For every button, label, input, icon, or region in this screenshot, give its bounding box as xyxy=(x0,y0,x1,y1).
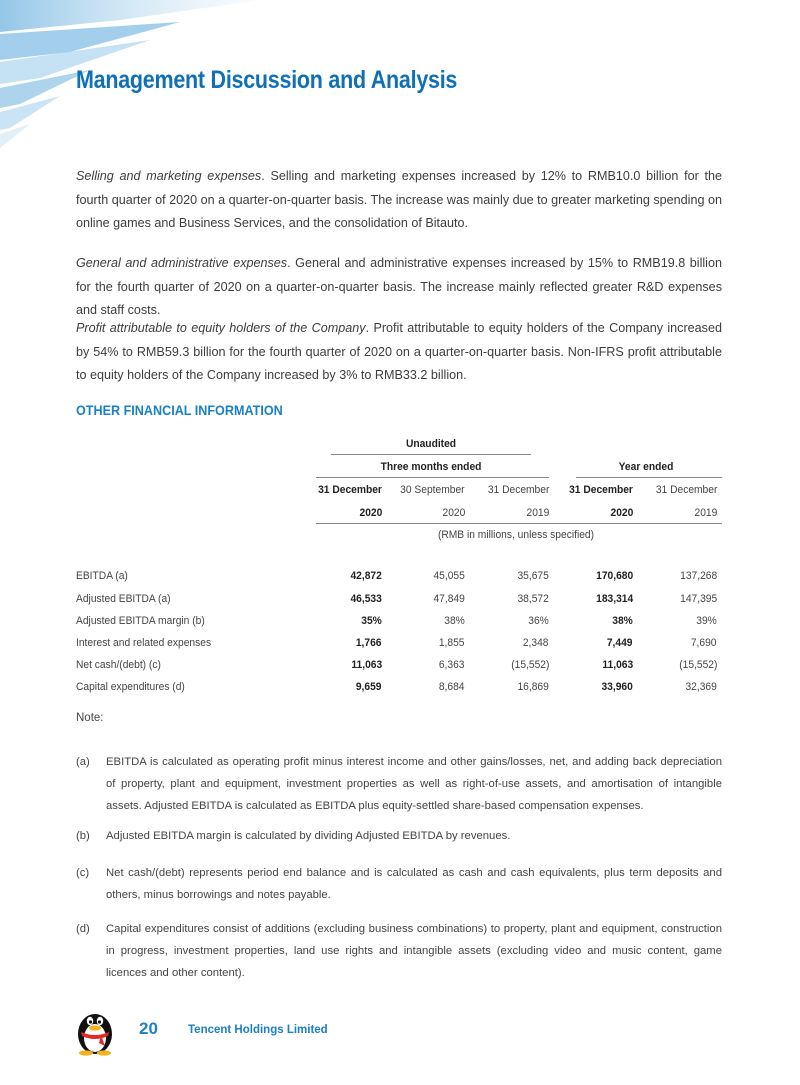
column-date: 31 December xyxy=(487,484,549,496)
note-text: Adjusted EBITDA margin is calculated by dividing Adjusted EBITDA by revenues. xyxy=(106,830,511,842)
table-cell: 9,659 xyxy=(356,681,382,693)
table-cell: 36% xyxy=(528,615,549,627)
notes-label: Note: xyxy=(76,712,104,724)
note-text: Capital expenditures consist of additions (excluding business combinations) to property, plant and equipment, construction in progress, investment properties, land use rights and intangible assets (excluding video and music content, game licences and other content). xyxy=(106,923,722,979)
note-item xyxy=(76,862,722,906)
table-cell: 11,063 xyxy=(602,659,633,671)
note-tag: (c) xyxy=(76,867,90,879)
header-rule xyxy=(316,523,722,524)
table-cell: 47,849 xyxy=(433,593,465,605)
column-year: 2020 xyxy=(610,507,633,519)
header-rule xyxy=(316,477,549,478)
note-tag: (a) xyxy=(76,756,90,768)
page-title: Management Discussion and Analysis xyxy=(76,66,458,94)
table-cell: 8,684 xyxy=(439,681,465,693)
section-heading: OTHER FINANCIAL INFORMATION xyxy=(76,402,283,418)
note-text: EBITDA is calculated as operating profit minus interest income and other gains/losses, net, and adding back depreciation of property, plant and equipment, investment properties as well as right-of-use assets, and amortisation of intangible assets. Adjusted EBITDA is calculated as EBITDA plus equity-settled share-based compensation expenses. xyxy=(106,756,722,812)
table-cell: 35,675 xyxy=(517,570,549,582)
table-cell: (15,552) xyxy=(678,659,717,671)
table-cell: 45,055 xyxy=(433,570,465,582)
row-label: Adjusted EBITDA (a) xyxy=(76,593,171,605)
header-year-ended: Year ended xyxy=(618,461,674,473)
table-cell: 38% xyxy=(612,615,633,627)
table-cell: 7,690 xyxy=(691,637,717,649)
header-rule xyxy=(331,454,531,455)
column-date: 30 September xyxy=(400,484,465,496)
table-cell: 38% xyxy=(444,615,465,627)
row-label: Interest and related expenses xyxy=(76,637,212,649)
note-tag: (d) xyxy=(76,923,90,935)
table-cell: 1,766 xyxy=(356,637,382,649)
note-tag: (b) xyxy=(76,830,90,842)
table-cell: 39% xyxy=(696,615,717,627)
note-text: Net cash/(debt) represents period end balance and is calculated as cash and cash equivalents, plus term deposits and others, minus borrowings and notes payable. xyxy=(106,867,722,901)
table-cell: 33,960 xyxy=(601,681,633,693)
paragraph-text: . Profit attributable to equity holders of the Company increased by 54% to RMB59.3 billion for the fourth quarter of 2020 on a quarter-on-quarter basis. Non-IFRS profit attributable to equity holders of the Company increased by 3% to RMB33.2 billion. xyxy=(76,321,722,382)
note-item xyxy=(76,751,722,817)
table-cell: 2,348 xyxy=(523,637,549,649)
table-cell: 35% xyxy=(361,615,382,627)
units-note: (RMB in millions, unless specified) xyxy=(437,529,595,541)
table-cell: 32,369 xyxy=(685,681,717,693)
row-label: Adjusted EBITDA margin (b) xyxy=(76,615,205,627)
penguin-logo-icon xyxy=(72,1004,118,1056)
table-cell: 183,314 xyxy=(595,593,633,605)
table-cell: (15,552) xyxy=(510,659,549,671)
column-date: 31 December xyxy=(318,484,382,496)
table-cell: 42,872 xyxy=(350,570,382,582)
header-unaudited: Unaudited xyxy=(405,438,457,450)
financial-table xyxy=(76,0,722,1000)
column-date: 31 December xyxy=(569,484,633,496)
table-cell: 7,449 xyxy=(607,637,633,649)
table-cell: 38,572 xyxy=(517,593,549,605)
paragraph-text: . General and administrative expenses increased by 15% to RMB19.8 billion for the fourth quarter of 2020 on a quarter-on-quarter basis. The increase mainly reflected greater R&D expenses and staff costs. xyxy=(76,256,722,317)
paragraph-text: . Selling and marketing expenses increased by 12% to RMB10.0 billion for the fourth quarter of 2020 on a quarter-on-quarter basis. The increase was mainly due to greater marketing spending on online games and Business Services, and the consolidation of Bitauto. xyxy=(76,169,722,230)
company-name: Tencent Holdings Limited xyxy=(188,1024,328,1036)
column-year: 2020 xyxy=(442,507,465,519)
table-cell: 11,063 xyxy=(351,659,382,671)
column-date: 31 December xyxy=(655,484,717,496)
note-item xyxy=(76,825,722,847)
header-three-months: Three months ended xyxy=(380,461,482,473)
paragraph-lead: Profit attributable to equity holders of the Company xyxy=(76,321,366,335)
row-label: Net cash/(debt) (c) xyxy=(76,659,161,671)
table-cell: 16,869 xyxy=(517,681,549,693)
table-cell: 1,855 xyxy=(439,637,465,649)
column-year: 2020 xyxy=(359,507,382,519)
table-cell: 170,680 xyxy=(595,570,633,582)
page-number: 20 xyxy=(139,1019,158,1038)
table-cell: 137,268 xyxy=(679,570,717,582)
row-label: EBITDA (a) xyxy=(76,570,128,582)
table-cell: 6,363 xyxy=(439,659,465,671)
note-item xyxy=(76,918,722,984)
table-cell: 46,533 xyxy=(350,593,382,605)
paragraph-lead: General and administrative expenses xyxy=(76,256,288,270)
header-rule xyxy=(576,477,722,478)
row-label: Capital expenditures (d) xyxy=(76,681,185,693)
table-cell: 147,395 xyxy=(679,593,717,605)
column-year: 2019 xyxy=(526,507,549,519)
column-year: 2019 xyxy=(694,507,717,519)
paragraph-lead: Selling and marketing expenses xyxy=(76,169,262,183)
